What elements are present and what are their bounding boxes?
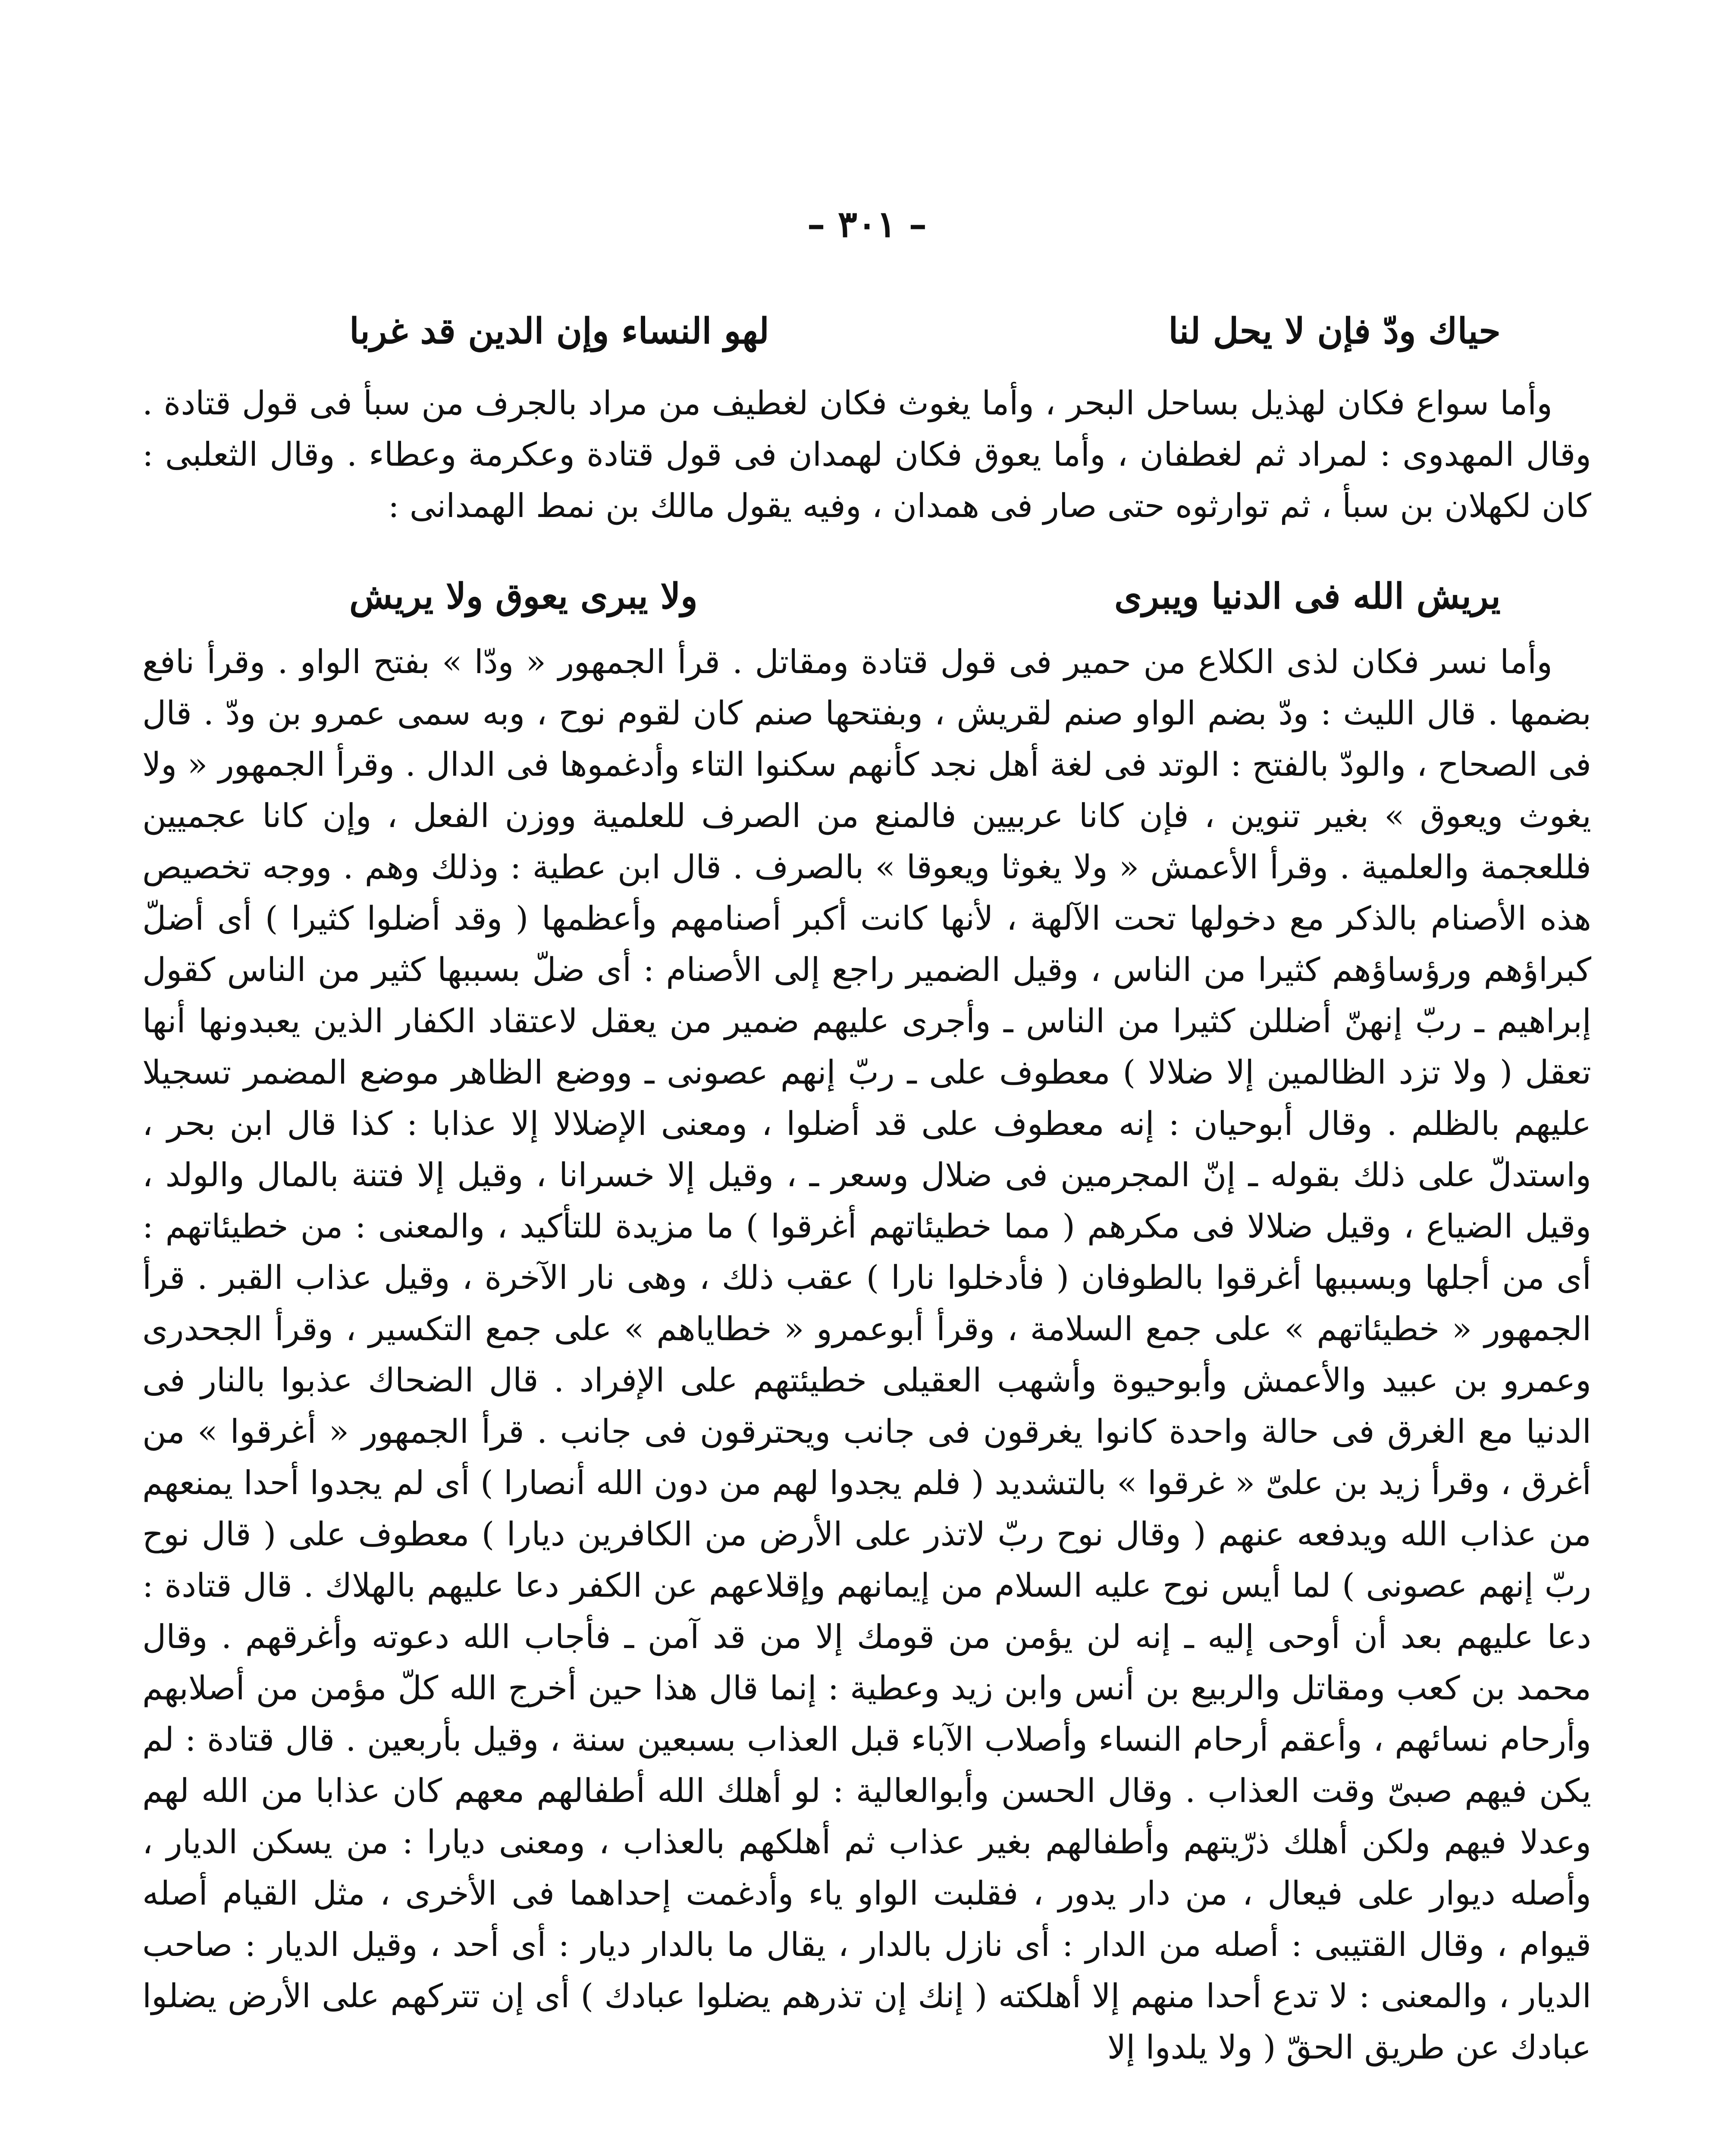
page-number: – ٣٠١ – <box>807 203 927 245</box>
poetry-verse <box>155 576 1578 627</box>
paragraph: وأما سواع فكان لهذيل بساحل البحر ، وأما يغوث فكان لغطيف من مراد بالجرف من سبأ فى قول قتادة . وقال المهدوى : لمراد ثم لغطفان ، وأما يعوق فكان لهمدان فى قول قتادة وعكرمة وعطاء . وقال الثعلبى : كان لكهلان بن سبأ ، ثم توارثوه حتى صار فى همدان ، وفيه يقول مالك بن نمط الهمدانى : <box>142 384 1591 525</box>
poetry-verse <box>155 310 1578 362</box>
verse-second-hemistich: ولا يبرى يعوق ولا يريش <box>349 576 698 617</box>
text-block <box>142 636 1591 2073</box>
text-block <box>142 377 1591 531</box>
verse-first-hemistich: حياك ودّ فإن لا يحل لنا <box>1168 310 1501 352</box>
verse-first-hemistich: يريش الله فى الدنيا ويبرى <box>1114 576 1501 617</box>
paragraph: وأما نسر فكان لذى الكلاع من حمير فى قول قتادة ومقاتل . قرأ الجمهور « ودّا » بفتح الواو . وقرأ نافع بضمها . قال الليث : ودّ بضم الواو صنم لقريش ، وبفتحها صنم كان لقوم نوح ، وبه سمى عمرو بن ودّ . قال فى الصحاح ، والودّ بالفتح : الوتد فى لغة أهل نجد كأنهم سكنوا التاء وأدغموها فى الدال . وقرأ الجمهور « ولا يغوث ويعوق » بغير تنوين ، فإن كانا عربيين فالمنع من الصرف للعلمية ووزن الفعل ، وإن كانا عجميين فللعجمة والعلمية . وقرأ الأعمش « ولا يغوثا ويعوقا » بالصرف . قال ابن عطية : وذلك وهم . ووجه تخصيص هذه الأصنام بالذكر مع دخولها تحت الآلهة ، لأنها كانت أكبر أصنامهم وأعظمها ( وقد أضلوا كثيرا ) أى أضلّ كبراؤهم ورؤساؤهم كثيرا من الناس ، وقيل الضمير راجع إلى الأصنام : أى ضلّ بسببها كثير من الناس كقول إبراهيم ـ ربّ إنهنّ أضللن كثيرا من الناس ـ وأجرى عليهم ضمير من يعقل لاعتقاد الكفار الذين يعبدونها أنها تعقل ( ولا تزد الظالمين إلا ضلالا ) معطوف على ـ ربّ إنهم عصونى ـ ووضع الظاهر موضع المضمر تسجيلا عليهم بالظلم . وقال أبوحيان : إنه معطوف على قد أضلوا ، ومعنى الإضلالا إلا عذابا : كذا قال ابن بحر ، واستدلّ على ذلك بقوله ـ إنّ المجرمين فى ضلال وسعر ـ ، وقيل إلا خسرانا ، وقيل إلا فتنة بالمال والولد ، وقيل الضياع ، وقيل ضلالا فى مكرهم ( مما خطيئاتهم أغرقوا ) ما مزيدة للتأكيد ، والمعنى : من خطيئاتهم : أى من أجلها وبسببها أغرقوا بالطوفان ( فأدخلوا نارا ) عقب ذلك ، وهى نار الآخرة ، وقيل عذاب القبر . قرأ الجمهور « خطيئاتهم » على جمع السلامة ، وقرأ أبوعمرو « خطاياهم » على جمع التكسير ، وقرأ الجحدرى وعمرو بن عبيد والأعمش وأبوحيوة وأشهب العقيلى خطيئتهم على الإفراد . قال الضحاك عذبوا بالنار فى الدنيا مع الغرق فى حالة واحدة كانوا يغرقون فى جانب ويحترقون فى جانب . قرأ الجمهور « أغرقوا » من أغرق ، وقرأ زيد بن علىّ « غرقوا » بالتشديد ( فلم يجدوا لهم من دون الله أنصارا ) أى لم يجدوا أحدا يمنعهم من عذاب الله ويدفعه عنهم ( وقال نوح ربّ لاتذر على الأرض من الكافرين ديارا ) معطوف على ( قال نوح ربّ إنهم عصونى ) لما أيس نوح عليه السلام من إيمانهم وإقلاعهم عن الكفر دعا عليهم بالهلاك . قال قتادة : دعا عليهم بعد أن أوحى إليه ـ إنه لن يؤمن من قومك إلا من قد آمن ـ فأجاب الله دعوته وأغرقهم . وقال محمد بن كعب ومقاتل والربيع بن أنس وابن زيد وعطية : إنما قال هذا حين أخرج الله كلّ مؤمن من أصلابهم وأرحام نسائهم ، وأعقم أرحام النساء وأصلاب الآباء قبل العذاب بسبعين سنة ، وقيل بأربعين . قال قتادة : لم يكن فيهم صبىّ وقت العذاب . وقال الحسن وأبوالعالية : لو أهلك الله أطفالهم معهم كان عذابا من الله لهم وعدلا فيهم ولكن أهلك ذرّيتهم وأطفالهم بغير عذاب ثم أهلكهم بالعذاب ، ومعنى ديارا : من يسكن الديار ، وأصله ديوار على فيعال ، من دار يدور ، فقلبت الواو ياء وأدغمت إحداهما فى الأخرى ، مثل القيام أصله قيوام ، وقال القتيبى : أصله من الدار : أى نازل بالدار ، يقال ما بالدار ديار : أى أحد ، وقيل الديار : صاحب الديار ، والمعنى : لا تدع أحدا منهم إلا أهلكته ( إنك إن تذرهم يضلوا عبادك ) أى إن تتركهم على الأرض يضلوا عبادك عن طريق الحقّ ( ولا يلدوا إلا <box>142 642 1591 2066</box>
verse-second-hemistich: لهو النساء وإن الدين قد غربا <box>349 310 769 352</box>
